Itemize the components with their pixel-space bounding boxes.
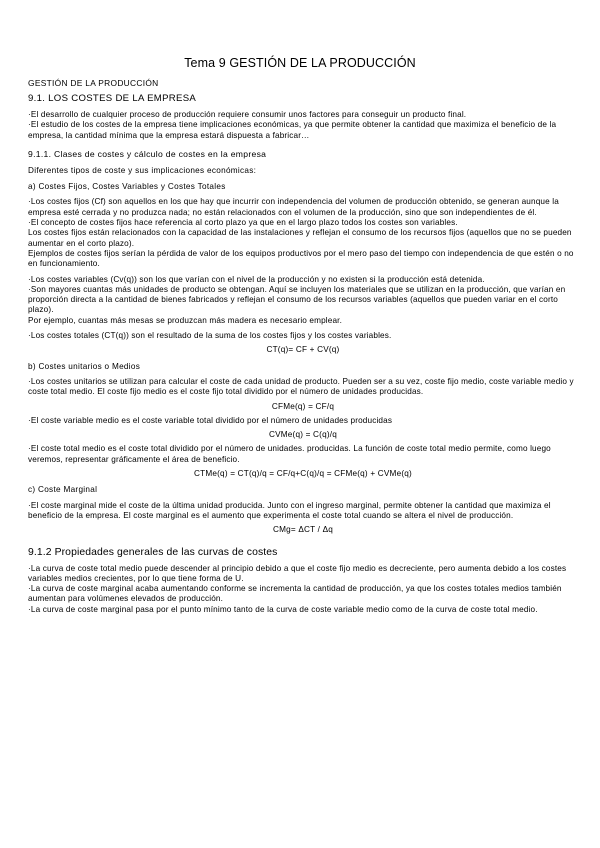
paragraph: ·La curva de coste marginal acaba aumentando conforme se incrementa la cantidad de producción, ya que los costes totales medios también aumentan para volúmenes elevados de producción. <box>28 584 562 604</box>
formula-cfme: CFMe(q) = CF/q <box>271 401 335 411</box>
paragraph: ·Los costes totales (CT(q)) son el resultado de la suma de los costes fijos y los costes variables. <box>28 331 392 341</box>
main-heading: GESTIÓN DE LA PRODUCCIÓN <box>28 78 159 88</box>
paragraph: ·El coste marginal mide el coste de la última unidad producida. Junto con el ingreso marginal, permite obtener la cantidad que maximiza el beneficio de la empresa. El coste marginal es el aumento que experimenta el coste total cuando se altera el nivel de producción. <box>28 500 551 520</box>
paragraph: ·Los costes unitarios se utilizan para calcular el coste de cada unidad de producto. Pueden ser a su vez, coste fijo medio, coste variable medio y coste total medio. El coste fijo medio es el coste fijo total dividido por el número de unidades producidas. <box>28 376 574 397</box>
paragraph: ·El concepto de costes fijos hace referencia al corto plazo ya que en el largo plazo todos los costes son variables. <box>28 218 458 228</box>
section-heading-9-1: 9.1. LOS COSTES DE LA EMPRESA <box>28 93 197 104</box>
paragraph: ·Son mayores cuantas más unidades de producto se obtengan. Aquí se incluyen los materiales que se utilizan en la producción, que varían en proporción directa a la cantidad de bienes fabricados y reflejan el consumo de los recursos variables (aquellos que pueden variar en el corto plazo). <box>28 284 566 315</box>
paragraph: ·Los costes variables (Cv(q)) son los que varían con el nivel de la producción y no existen si la producción está detenida. <box>28 274 485 284</box>
paragraph: ·La curva de coste total medio puede descender al principio debido a que el coste fijo medio es decreciente, pero aumenta debido a los costes variables medios crecientes, por lo que tiene forma de U. <box>28 563 567 583</box>
paragraph: ·La curva de coste marginal pasa por el punto mínimo tanto de la curva de coste variable medio como de la curva de coste total medio. <box>28 604 538 614</box>
formula-ctme: CTMe(q) = CT(q)/q = CF/q+C(q)/q = CFMe(q) + CVMe(q) <box>194 469 412 479</box>
subsection-label-b: b) Costes unitarios o Medios <box>28 361 141 371</box>
document-body <box>28 76 578 615</box>
paragraph: Los costes fijos están relacionados con la capacidad de las instalaciones y reflejan el consumo de los recursos fijos (aquellos que no se pueden aumentar en el corto plazo). <box>28 228 572 248</box>
paragraph: ·El coste total medio es el coste total dividido por el número de unidades. producidas. La función de coste total medio permite, como luego veremos, representar gráficamente el área de beneficio. <box>28 444 551 464</box>
paragraph: ·El desarrollo de cualquier proceso de producción requiere consumir unos factores para conseguir un producto final. <box>28 110 467 119</box>
section-heading-9-1-1: 9.1.1. Clases de costes y cálculo de costes en la empresa <box>28 148 267 159</box>
formula-ct: CT(q)= CF + CV(q) <box>266 345 340 355</box>
subsection-label-c: c) Coste Marginal <box>28 485 98 495</box>
formula-cvme: CVMe(q) = C(q)/q <box>268 430 338 440</box>
paragraph: ·El estudio de los costes de la empresa tiene implicaciones económicas, ya que permite obtener la cantidad que maximiza el beneficio de la empresa, la cantidad mínima que la empresa estará dispuesta a fabricar… <box>28 120 557 140</box>
subsection-label-a: a) Costes Fijos, Costes Variables y Costes Totales <box>28 182 226 192</box>
paragraph: ·Los costes fijos (Cf) son aquellos en los que hay que incurrir con independencia del volumen de producción obtenido, se generan aunque la empresa esté cerrada y no produzca nada; no están relacionados con el volumen de la producción, sino que son independientes de él. <box>28 197 559 217</box>
section-heading-9-1-2: 9.1.2 Propiedades generales de las curvas de costes <box>28 546 278 558</box>
intro-label: Diferentes tipos de coste y sus implicaciones económicas: <box>28 165 257 175</box>
document-title: Tema 9 GESTIÓN DE LA PRODUCCIÓN <box>184 56 416 70</box>
paragraph: Ejemplos de costes fijos serían la pérdida de valor de los equipos productivos por el mero paso del tiempo con independencia de que estén o no en funcionamiento. <box>28 248 574 269</box>
paragraph: Por ejemplo, cuantas más mesas se produzcan más madera es necesario emplear. <box>28 315 343 325</box>
formula-cmg: CMg= ΔCT / Δq <box>272 525 334 535</box>
paragraph: ·El coste variable medio es el coste variable total dividido por el número de unidades producidas <box>28 415 393 425</box>
